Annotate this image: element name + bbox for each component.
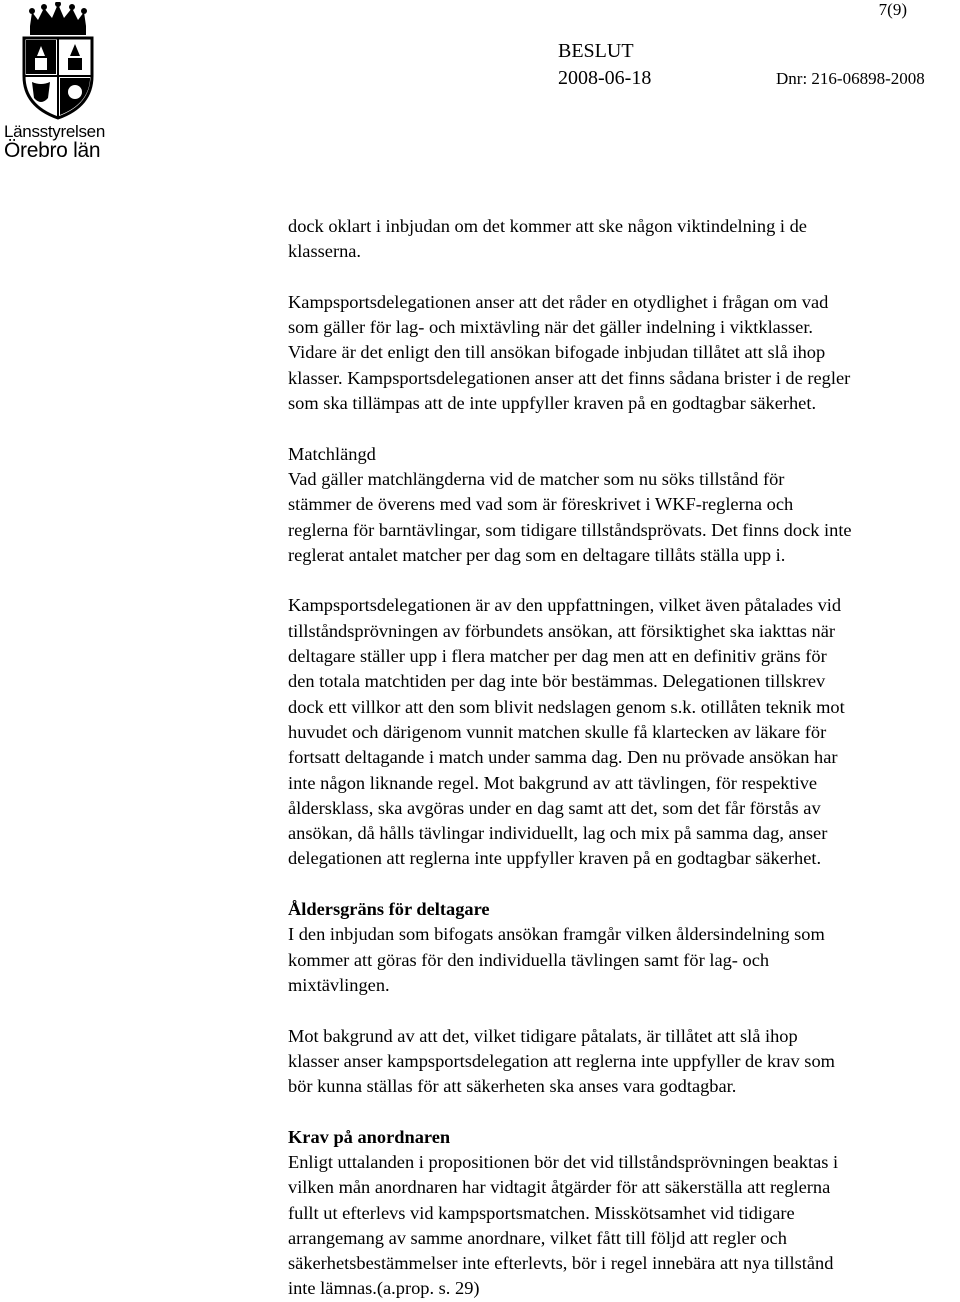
coat-of-arms-icon bbox=[2, 2, 114, 120]
paragraph bbox=[288, 1024, 960, 1100]
county-name bbox=[4, 122, 119, 160]
paragraph-text: Enligt uttalanden i propositionen bör det vid tillståndsprövningen beaktas i vilken mån anordnaren har vidtagit åtgärder för att säkerställa att reglerna fullt ut efterlevs vid kampsportsmatchen. Misskötsamhet vid tidigare arrangemang av samme anordnare, vilket fått till följd att regler och säkerhetsbestämmelser inte efterlevts, bör i regel innebära att nya tillstånd inte lämnas.(a.prop. s. 29) bbox=[288, 1151, 839, 1299]
paragraph-text: Vad gäller matchlängderna vid de matcher som nu söks tillstånd för stämmer de överens med vad som är föreskrivet i WKF-reglerna och reglerna för barntävlingar, som tidigare tillståndsprövats. Det finns dock inte reglerat antalet matcher per dag som en deltagare tillåts ställa upp i. bbox=[288, 468, 852, 565]
page-number: 7(9) bbox=[878, 0, 907, 19]
paragraph-text: dock oklart i inbjudan om det kommer att ske någon viktindelning i de klasserna. bbox=[288, 216, 807, 262]
paragraph-text: Kampsportsdelegationen är av den uppfattningen, vilket även påtalades vid tillståndsprövningen av förbundets ansökan, att försiktighet ska iakttas när deltagare ställer upp i flera matcher per dag men att en definitiv gräns för den totala matchtiden per dag inte bör bestämmas. Delegationen tillskrev dock ett villkor att den som blivit nedslagen genom s.k. otillåten teknik mot huvudet och därigenom vunnit matchen skulle få klartecken av läkare för fortsatt deltagande i match under samma dag. Den nu prövade ansökan har inte någon liknande regel. Mot bakgrund av att tävlingen, för respektive åldersklass, ska avgöras under en dag samt att det, som det får förstås av ansökan, då hålls tävlingar individuellt, lag och mix på samma dag, anser delegationen att reglerna inte uppfyller kraven på en godtagbar säkerhet. bbox=[288, 595, 845, 869]
paragraph-text: Mot bakgrund av att det, vilket tidigare påtalats, är tillåtet att slå ihop klasser anser kampsportsdelegation att reglerna inte uppfyller de krav som bör kunna ställas för att säkerheten ska anses vara godtagbar. bbox=[288, 1025, 835, 1097]
county-logo bbox=[2, 2, 114, 162]
document-reference-number: Dnr: 216-06898-2008 bbox=[776, 69, 925, 88]
logo-line-1: Länsstyrelsen bbox=[4, 122, 105, 141]
section-krav-pa-anordnaren bbox=[288, 1125, 960, 1302]
paragraph bbox=[288, 290, 960, 416]
document-type: BESLUT bbox=[558, 40, 634, 62]
logo-line-2: Örebro län bbox=[4, 139, 101, 162]
paragraph bbox=[288, 214, 960, 265]
section-heading: Matchlängd bbox=[288, 443, 376, 464]
paragraph-text: I den inbjudan som bifogats ansökan framgår vilken åldersindelning som kommer att göras för den individuella tävlingen samt för lag- och mixtävlingen. bbox=[288, 924, 825, 995]
paragraph bbox=[288, 593, 960, 871]
section-matchlangd bbox=[288, 442, 960, 568]
section-heading: Krav på anordnaren bbox=[288, 1126, 451, 1147]
section-aldersgrans bbox=[288, 897, 960, 998]
section-heading: Åldersgräns för deltagare bbox=[288, 899, 490, 920]
document-body bbox=[288, 214, 960, 1302]
document-date: 2008-06-18 bbox=[558, 67, 652, 89]
paragraph-text: Kampsportsdelegationen anser att det råder en otydlighet i frågan om vad som gäller för lag- och mixtävling när det gäller indelning i viktklasser. Vidare är det enligt den till ansökan bifogade inbjudan tillåtet att slå ihop klasser. Kampsportsdelegationen anser att det finns sådana brister i de regler som ska tillämpas att de inte uppfyller kraven på en godtagbar säkerhet. bbox=[288, 291, 851, 414]
